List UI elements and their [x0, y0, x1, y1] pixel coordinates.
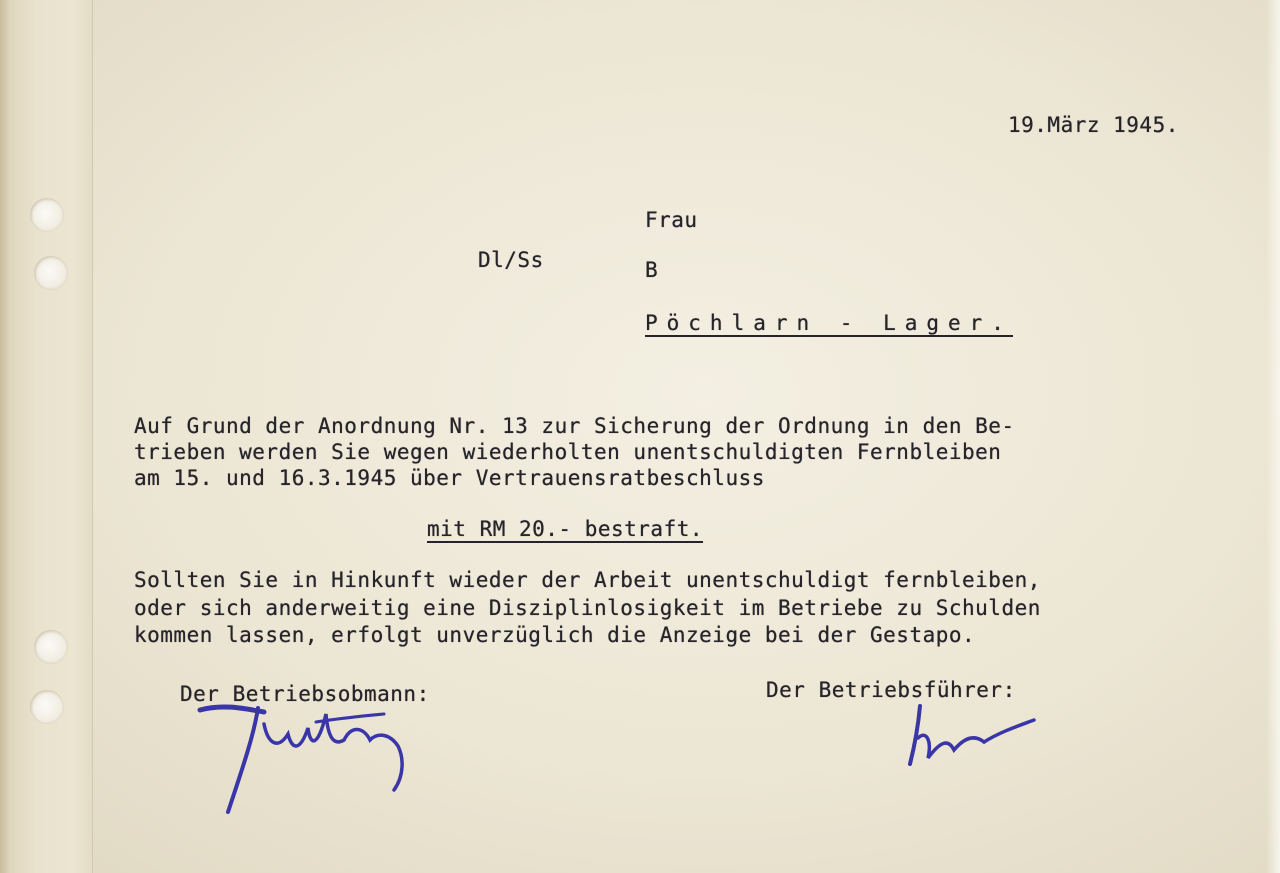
letter-date: 19.März 1945.	[1008, 113, 1179, 137]
punch-hole	[34, 256, 68, 290]
punch-hole	[30, 690, 64, 724]
body-line: kommen lassen, erfolgt unverzüglich die Anzeige bei der Gestapo.	[134, 623, 976, 647]
body-line: am 15. und 16.3.1945 über Vertrauensratbeschluss	[134, 466, 765, 490]
punch-hole	[34, 630, 68, 664]
handwritten-signature-right	[900, 698, 1050, 778]
signature-title-right: Der Betriebsführer:	[766, 678, 1016, 702]
recipient-name: B	[645, 258, 659, 282]
body-line: oder sich anderweitig eine Disziplinlosigkeit im Betriebe zu Schulden	[134, 596, 1041, 620]
penalty-line: mit RM 20.- bestraft.	[427, 517, 704, 541]
handwritten-signature-left	[192, 694, 432, 824]
recipient-salutation: Frau	[645, 208, 698, 232]
paper-right-edge	[1266, 0, 1280, 873]
body-line: trieben werden Sie wegen wiederholten unentschuldigten Fernbleiben	[134, 440, 1002, 464]
punch-hole	[30, 198, 64, 232]
binding-strip	[0, 0, 93, 873]
recipient-location: Pöchlarn - Lager.	[645, 311, 1013, 335]
body-line: Sollten Sie in Hinkunft wieder der Arbeit unentschuldigt fernbleiben,	[134, 568, 1041, 592]
reference-code: Dl/Ss	[478, 248, 544, 272]
signature-title-left: Der Betriebsobmann:	[180, 682, 430, 706]
body-line: Auf Grund der Anordnung Nr. 13 zur Sicherung der Ordnung in den Be-	[134, 414, 1015, 438]
paper-edge-shadow	[0, 0, 10, 873]
